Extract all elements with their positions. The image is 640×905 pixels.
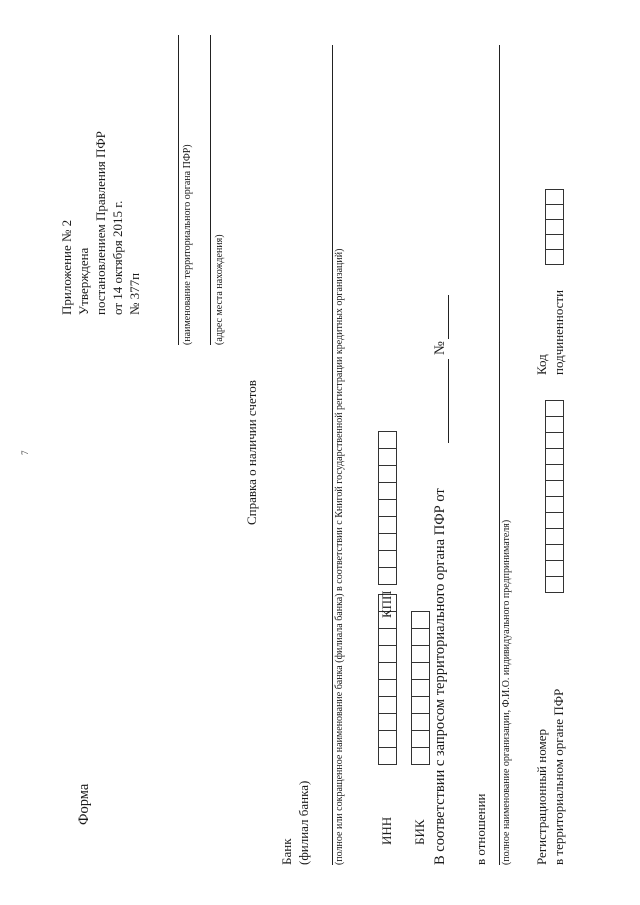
registration-label-line1: Регистрационный номер	[534, 729, 549, 865]
registration-label-line2: в территориальном органе ПФР	[551, 688, 566, 865]
appendix-number: Приложение № 2	[59, 219, 74, 315]
page-mark: 7	[20, 450, 30, 455]
bank-label: Банк	[279, 838, 294, 865]
request-date-line[interactable]	[448, 359, 449, 443]
bank-name-caption: (полное или сокращенное наименование банка (филиала банка) в соответствии с Книгой государственной регистрации кредитных организаций)	[334, 248, 345, 865]
approved-label: Утверждена	[76, 247, 91, 315]
bank-branch-label: (филиал банка)	[296, 780, 311, 865]
regarding-line[interactable]	[499, 45, 500, 865]
request-text: В соответствии с запросом территориального органа ПФР от	[432, 488, 448, 865]
kpp-boxes[interactable]	[378, 432, 397, 585]
decree-date: от 14 октября 2015 г.	[110, 200, 125, 315]
kpp-label: КПП	[379, 590, 394, 618]
recipient-address-caption: (адрес места нахождения)	[214, 234, 225, 345]
registration-number-boxes[interactable]	[545, 401, 564, 593]
request-number-line[interactable]	[448, 295, 449, 339]
request-number-sign: №	[432, 341, 448, 355]
inn-boxes[interactable]	[378, 595, 397, 765]
form-label: Форма	[76, 783, 92, 825]
subordination-code-boxes[interactable]	[545, 190, 564, 265]
inn-label: ИНН	[379, 816, 394, 845]
recipient-address-line	[210, 35, 211, 345]
regarding-caption: (полное наименование организации, Ф.И.О. индивидуального предпринимателя)	[501, 519, 512, 865]
recipient-org-line	[178, 35, 179, 345]
subordination-code-line2: подчиненности	[551, 289, 566, 375]
subordination-code-line1: Код	[534, 354, 549, 375]
document-title: Справка о наличии счетов	[244, 380, 259, 525]
decree-number: № 377п	[127, 272, 142, 315]
bik-boxes[interactable]	[411, 612, 430, 765]
decree-text: постановлением Правления ПФР	[93, 131, 108, 315]
recipient-org-caption: (наименование территориального органа ПФР)	[182, 144, 193, 345]
bank-name-line	[332, 45, 333, 865]
regarding-label: в отношении	[473, 793, 488, 865]
bik-label: БИК	[412, 819, 427, 845]
